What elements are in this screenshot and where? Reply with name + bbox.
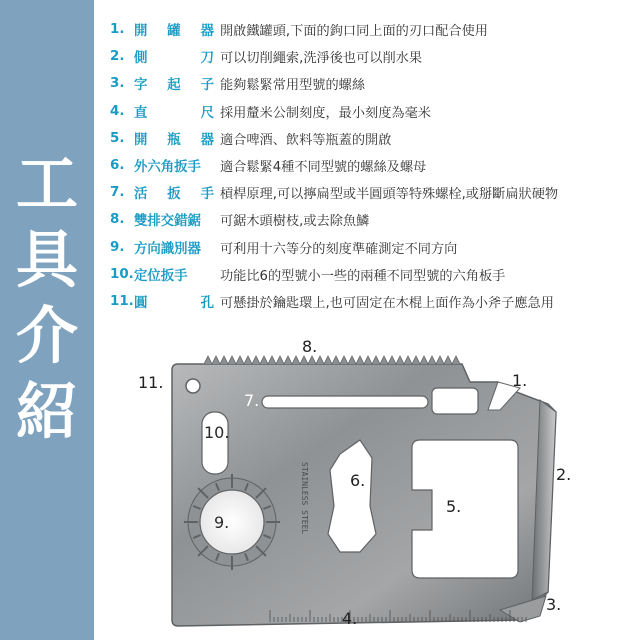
title-char-3: 介	[15, 299, 78, 372]
wrench-slot	[262, 396, 428, 408]
compass-dial	[184, 474, 280, 570]
tool-row	[110, 206, 636, 233]
callout-10: 10.	[204, 423, 230, 442]
tool-number: 8.	[110, 212, 125, 228]
tool-name: 雙排交錯鋸	[134, 214, 201, 230]
callout-7: 7.	[244, 391, 260, 410]
wrench-notch	[432, 388, 478, 414]
tool-row	[110, 261, 636, 288]
tool-description: 可以切削繩索,洗淨後也可以削水果	[220, 51, 423, 67]
tool-row	[110, 43, 636, 70]
tool-number: 2.	[110, 49, 125, 65]
tool-name: 直 尺	[134, 105, 214, 121]
callout-4: 4.	[342, 609, 358, 628]
tool-number: 3.	[110, 76, 125, 92]
card-engraving: STAINLESS STEEL	[300, 462, 309, 535]
hanging-hole	[186, 379, 200, 393]
callout-2: 2.	[556, 465, 572, 484]
tool-row	[110, 179, 636, 206]
tool-number: 6.	[110, 158, 125, 174]
tool-description: 可利用十六等分的刻度準確測定不同方向	[220, 241, 458, 257]
tool-description: 適合鬆緊4種不同型號的螺絲及螺母	[220, 160, 427, 176]
tool-description: 適合啤酒、飲料等瓶蓋的開啟	[220, 132, 392, 148]
tool-row	[110, 152, 636, 179]
callout-9: 9.	[214, 513, 230, 532]
tool-number: 7.	[110, 185, 125, 201]
tool-number: 5.	[110, 130, 125, 146]
tool-list	[110, 16, 636, 315]
tool-row	[110, 234, 636, 261]
tool-row	[110, 16, 636, 43]
saw-teeth	[204, 356, 460, 364]
callout-8: 8.	[302, 337, 318, 356]
tool-number: 10.	[110, 266, 134, 282]
tool-description: 槓桿原理,可以擰扁型或半圓頭等特殊螺栓,或掰斷扁狀硬物	[220, 187, 559, 203]
callout-6: 6.	[350, 471, 366, 490]
tool-description: 開啟鐵罐頭,下面的鉤口同上面的刃口配合使用	[220, 24, 488, 40]
callout-3: 3.	[546, 595, 562, 614]
tool-number: 9.	[110, 239, 125, 255]
callout-11: 11.	[138, 373, 164, 392]
position-wrench-slot	[202, 412, 228, 474]
tool-name: 圓 孔	[134, 295, 214, 311]
tool-row	[110, 288, 636, 315]
tool-number: 1.	[110, 22, 125, 38]
tool-description: 功能比6的型號小一些的兩種不同型號的六角板手	[220, 268, 506, 284]
tool-name: 方向識別器	[134, 241, 201, 257]
tool-number: 11.	[110, 293, 134, 309]
title-char-2: 具	[15, 223, 78, 296]
tool-name: 字 起 子	[134, 78, 214, 94]
tool-description: 能夠鬆緊常用型號的螺絲	[220, 78, 366, 94]
tool-name: 開 罐 器	[134, 24, 214, 40]
callout-5: 5.	[446, 497, 462, 516]
tool-description: 可鋸木頭樹枝,或去除魚鱗	[220, 214, 370, 230]
tool-row	[110, 98, 636, 125]
tool-description: 採用釐米公制刻度，最小刻度為毫米	[220, 105, 431, 121]
tool-row	[110, 70, 636, 97]
multitool-card-image	[0, 330, 640, 640]
title-char-1: 工	[15, 147, 78, 220]
title-char-4: 紹	[15, 375, 78, 448]
callout-1: 1.	[512, 371, 528, 390]
tool-name: 活 扳 手	[134, 187, 214, 203]
tool-name: 側 刀	[134, 51, 214, 67]
tool-description: 可懸掛於鑰匙環上,也可固定在木棍上面作為小斧子應急用	[220, 295, 554, 311]
tool-number: 4.	[110, 103, 125, 119]
tool-name: 定位扳手	[134, 268, 188, 284]
tool-name: 開 瓶 器	[134, 132, 214, 148]
tool-row	[110, 125, 636, 152]
tool-name: 外六角扳手	[134, 160, 201, 176]
card-figure	[0, 330, 640, 640]
